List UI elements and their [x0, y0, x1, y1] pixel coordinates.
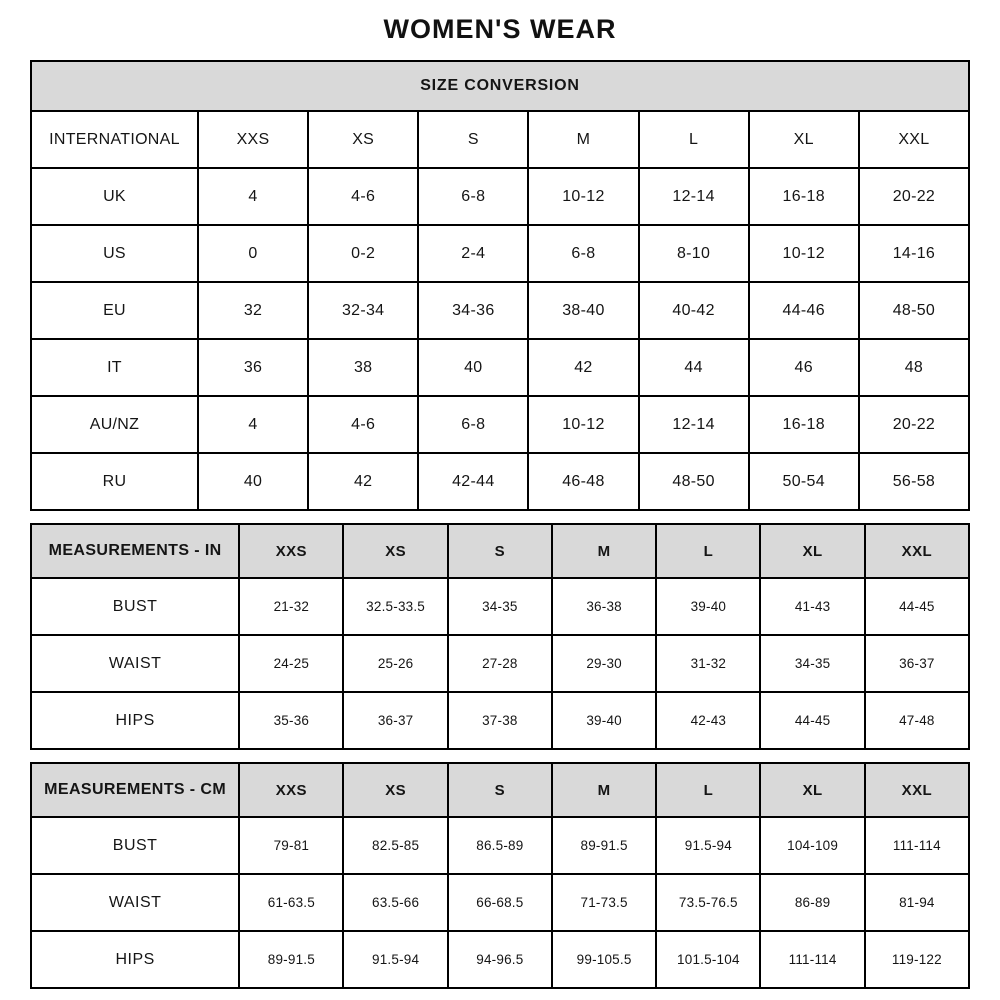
table-cell: 46-48	[528, 453, 638, 510]
table-header-row	[31, 111, 969, 168]
table-cell: 36-37	[865, 635, 969, 692]
table-cell: 40-42	[639, 282, 749, 339]
table-cell: 36-37	[343, 692, 447, 749]
row-label: BUST	[31, 817, 239, 874]
table-cell: 42	[528, 339, 638, 396]
table-cell: 20-22	[859, 396, 969, 453]
table-cell: 32.5-33.5	[343, 578, 447, 635]
table-row	[31, 225, 969, 282]
table-cell: 42-44	[418, 453, 528, 510]
row-label: HIPS	[31, 931, 239, 988]
measurements-cm-table	[30, 762, 970, 989]
column-header: XS	[308, 111, 418, 168]
table-cell: 12-14	[639, 168, 749, 225]
size-column-header: XXS	[239, 763, 343, 817]
size-column-header: L	[656, 763, 760, 817]
size-column-header: XXS	[239, 524, 343, 578]
table-cell: 25-26	[343, 635, 447, 692]
table-cell: 6-8	[418, 168, 528, 225]
table-cell: 44-45	[865, 578, 969, 635]
table-cell: 16-18	[749, 396, 859, 453]
table-cell: 86.5-89	[448, 817, 552, 874]
table-cell: 41-43	[760, 578, 864, 635]
table-cell: 4-6	[308, 396, 418, 453]
table-cell: 37-38	[448, 692, 552, 749]
table-cell: 10-12	[749, 225, 859, 282]
table-cell: 4	[198, 168, 308, 225]
size-column-header: S	[448, 524, 552, 578]
table-cell: 66-68.5	[448, 874, 552, 931]
table-cell: 119-122	[865, 931, 969, 988]
table-cell: 44	[639, 339, 749, 396]
page-title: WOMEN'S WEAR	[383, 14, 617, 44]
table-cell: 6-8	[418, 396, 528, 453]
table-cell: 101.5-104	[656, 931, 760, 988]
table-header-row	[31, 524, 969, 578]
table-cell: 21-32	[239, 578, 343, 635]
table-cell: 4	[198, 396, 308, 453]
table-cell: 4-6	[308, 168, 418, 225]
table-cell: 27-28	[448, 635, 552, 692]
size-column-header: XS	[343, 763, 447, 817]
table-cell: 38-40	[528, 282, 638, 339]
table-cell: 39-40	[552, 692, 656, 749]
measurements-in-table	[30, 523, 970, 750]
size-conversion-table	[30, 60, 970, 511]
table-cell: 0-2	[308, 225, 418, 282]
row-label: IT	[31, 339, 198, 396]
table-cell: 42	[308, 453, 418, 510]
table-cell: 32-34	[308, 282, 418, 339]
table-cell: 91.5-94	[656, 817, 760, 874]
column-header: XL	[749, 111, 859, 168]
table-cell: 42-43	[656, 692, 760, 749]
row-label: WAIST	[31, 874, 239, 931]
size-column-header: S	[448, 763, 552, 817]
row-label: BUST	[31, 578, 239, 635]
table-cell: 0	[198, 225, 308, 282]
table-cell: 48-50	[859, 282, 969, 339]
table-cell: 35-36	[239, 692, 343, 749]
table-row	[31, 931, 969, 988]
table-row	[31, 578, 969, 635]
table-row	[31, 817, 969, 874]
table-cell: 82.5-85	[343, 817, 447, 874]
table-cell: 39-40	[656, 578, 760, 635]
column-header: M	[528, 111, 638, 168]
table-cell: 14-16	[859, 225, 969, 282]
table-cell: 91.5-94	[343, 931, 447, 988]
table-cell: 81-94	[865, 874, 969, 931]
measurements-cm-header: MEASUREMENTS - CM	[31, 763, 239, 817]
table-row	[31, 692, 969, 749]
row-label: UK	[31, 168, 198, 225]
row-label: RU	[31, 453, 198, 510]
table-cell: 61-63.5	[239, 874, 343, 931]
table-row	[31, 453, 969, 510]
table-cell: 86-89	[760, 874, 864, 931]
column-header: S	[418, 111, 528, 168]
table-cell: 40	[198, 453, 308, 510]
size-column-header: M	[552, 763, 656, 817]
size-column-header: M	[552, 524, 656, 578]
table-cell: 44-46	[749, 282, 859, 339]
column-header: L	[639, 111, 749, 168]
table-cell: 47-48	[865, 692, 969, 749]
table-row	[31, 635, 969, 692]
table-cell: 34-36	[418, 282, 528, 339]
column-header: XXL	[859, 111, 969, 168]
table-cell: 24-25	[239, 635, 343, 692]
table-cell: 99-105.5	[552, 931, 656, 988]
table-cell: 46	[749, 339, 859, 396]
measurements-in-header: MEASUREMENTS - IN	[31, 524, 239, 578]
table-cell: 48	[859, 339, 969, 396]
table-cell: 20-22	[859, 168, 969, 225]
table-cell: 36-38	[552, 578, 656, 635]
size-column-header: L	[656, 524, 760, 578]
table-row	[31, 282, 969, 339]
table-cell: 8-10	[639, 225, 749, 282]
table-cell: 50-54	[749, 453, 859, 510]
table-cell: 44-45	[760, 692, 864, 749]
table-cell: 10-12	[528, 168, 638, 225]
table-cell: 56-58	[859, 453, 969, 510]
size-column-header: XXL	[865, 763, 969, 817]
table-cell: 73.5-76.5	[656, 874, 760, 931]
row-label: EU	[31, 282, 198, 339]
row-label: HIPS	[31, 692, 239, 749]
table-cell: 10-12	[528, 396, 638, 453]
table-cell: 94-96.5	[448, 931, 552, 988]
table-cell: 63.5-66	[343, 874, 447, 931]
table-cell: 38	[308, 339, 418, 396]
row-label: WAIST	[31, 635, 239, 692]
table-cell: 34-35	[448, 578, 552, 635]
table-row	[31, 168, 969, 225]
size-column-header: XL	[760, 524, 864, 578]
table-row	[31, 339, 969, 396]
table-cell: 48-50	[639, 453, 749, 510]
table-row	[31, 874, 969, 931]
table-cell: 71-73.5	[552, 874, 656, 931]
column-header: INTERNATIONAL	[31, 111, 198, 168]
table-banner-row	[31, 61, 969, 111]
size-column-header: XXL	[865, 524, 969, 578]
table-cell: 34-35	[760, 635, 864, 692]
table-cell: 32	[198, 282, 308, 339]
table-cell: 79-81	[239, 817, 343, 874]
table-cell: 40	[418, 339, 528, 396]
table-cell: 16-18	[749, 168, 859, 225]
table-cell: 12-14	[639, 396, 749, 453]
table-header-row	[31, 763, 969, 817]
table-cell: 29-30	[552, 635, 656, 692]
size-conversion-banner: SIZE CONVERSION	[31, 61, 969, 111]
table-cell: 89-91.5	[239, 931, 343, 988]
table-row	[31, 396, 969, 453]
column-header: XXS	[198, 111, 308, 168]
row-label: AU/NZ	[31, 396, 198, 453]
size-column-header: XS	[343, 524, 447, 578]
table-cell: 111-114	[760, 931, 864, 988]
table-cell: 6-8	[528, 225, 638, 282]
table-cell: 104-109	[760, 817, 864, 874]
table-cell: 89-91.5	[552, 817, 656, 874]
table-cell: 36	[198, 339, 308, 396]
table-cell: 2-4	[418, 225, 528, 282]
row-label: US	[31, 225, 198, 282]
table-cell: 111-114	[865, 817, 969, 874]
size-column-header: XL	[760, 763, 864, 817]
table-cell: 31-32	[656, 635, 760, 692]
